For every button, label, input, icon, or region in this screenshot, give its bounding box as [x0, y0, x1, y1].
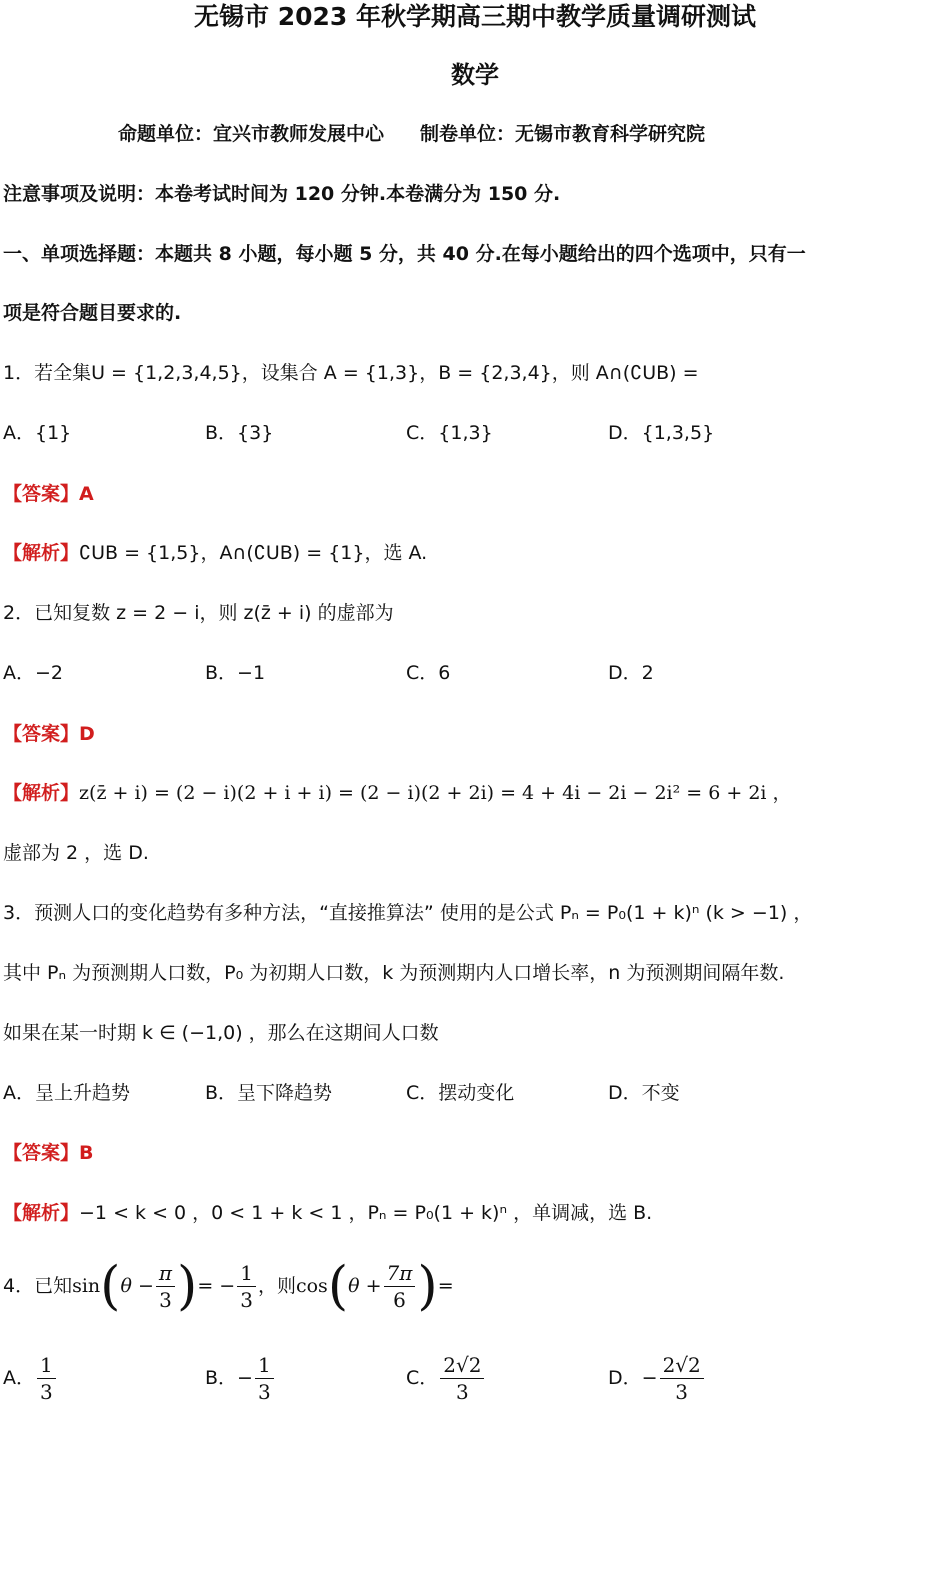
q4-option-c: [406, 1348, 486, 1408]
option-letter: C．: [406, 1367, 439, 1389]
answer-label: 【答案】: [3, 1142, 80, 1164]
denominator: 3: [456, 1380, 469, 1404]
q3-answer: [3, 1137, 94, 1169]
q2-analysis: [3, 777, 792, 809]
q1-analysis: [3, 537, 427, 569]
notice: 注意事项及说明：本卷考试时间为 120 分钟.本卷满分为 150 分.: [3, 183, 561, 205]
q4-equals-minus: = −: [197, 1275, 236, 1297]
q3-option-b: B．呈下降趋势: [205, 1082, 333, 1104]
q2-option-b: B．−1: [205, 662, 266, 684]
numerator: 2√2: [660, 1352, 704, 1379]
q1-option-c: C．{1,3}: [406, 422, 493, 444]
q4-option-a: [3, 1348, 58, 1408]
subject-title: 数学: [451, 61, 499, 89]
analysis-text: −1 < k < 0 ，0 < 1 + k < 1 ，Pₙ = P₀(1 + k)ⁿ ，单调减，选 B.: [79, 1202, 653, 1224]
numerator: 1: [37, 1352, 56, 1379]
q4-sin: sin: [72, 1275, 101, 1297]
q1-option-d: D．{1,3,5}: [608, 422, 715, 444]
right-paren: ): [417, 1256, 438, 1317]
denominator: 3: [675, 1380, 689, 1404]
q3-stem-line3: 如果在某一时期 k ∈ (−1,0) ，那么在这期间人口数: [3, 1022, 439, 1044]
answer-label: 【答案】: [3, 723, 80, 745]
fraction-1-over-3: [237, 1260, 256, 1313]
numerator: π: [156, 1260, 175, 1287]
q1-option-a: A．{1}: [3, 422, 72, 444]
option-letter: A．: [3, 1367, 35, 1389]
analysis-label: 【解析】: [3, 542, 80, 564]
denominator: 3: [257, 1380, 271, 1404]
denominator: 3: [159, 1288, 172, 1312]
q2-answer: [3, 718, 95, 750]
q3-option-c: C．摆动变化: [406, 1082, 515, 1104]
option-letter: D．−: [608, 1367, 658, 1389]
fraction-1-over-3: [37, 1352, 56, 1405]
q4-theta-plus: θ +: [348, 1275, 382, 1297]
q4-option-b: [205, 1348, 276, 1408]
q2-option-d: D．2: [608, 662, 654, 684]
q4-then: ，则: [257, 1275, 296, 1297]
unit-left: 命题单位：宜兴市教师发展中心: [118, 123, 385, 145]
answer-value: B: [79, 1142, 94, 1164]
numerator: 1: [237, 1260, 256, 1287]
q2-option-a: A．−2: [3, 662, 64, 684]
numerator: 2√2: [440, 1352, 484, 1379]
q3-analysis: [3, 1197, 652, 1229]
q4-equals: =: [437, 1275, 454, 1297]
q4-cos: cos: [295, 1275, 328, 1297]
q3-option-a: A．呈上升趋势: [3, 1082, 130, 1104]
unit-right: 制卷单位：无锡市教育科学研究院: [420, 123, 706, 145]
left-paren: (: [327, 1256, 349, 1317]
q3-stem-line2: 其中 Pₙ 为预测期人口数，P₀ 为初期人口数，k 为预测期内人口增长率，n 为预测期间隔年数.: [3, 962, 785, 984]
right-paren: ): [177, 1256, 198, 1317]
q4-option-d: [608, 1348, 706, 1408]
fraction-2root2-over-3: [440, 1352, 484, 1405]
analysis-text: z(z̄ + i) = (2 − i)(2 + i + i) = (2 − i)(2 + 2i) = 4 + 4i − 2i − 2i² = 6 + 2i ，: [79, 782, 792, 804]
answer-value: D: [79, 723, 95, 745]
units-line: [118, 118, 705, 150]
q4-stem: [3, 1252, 454, 1321]
analysis-label: 【解析】: [3, 1202, 80, 1224]
q2-option-c: C．6: [406, 662, 451, 684]
answer-value: A: [79, 483, 94, 505]
denominator: 6: [393, 1288, 406, 1312]
q2-analysis-continued: 虚部为 2 ，选 D.: [3, 842, 149, 864]
answer-label: 【答案】: [3, 483, 80, 505]
denominator: 3: [240, 1288, 253, 1312]
analysis-label: 【解析】: [3, 782, 80, 804]
q1-option-b: B．{3}: [205, 422, 274, 444]
fraction-pi-over-3: [156, 1260, 175, 1313]
numerator: 1: [255, 1352, 274, 1379]
fraction-1-over-3: [255, 1352, 274, 1405]
option-letter: B．−: [205, 1367, 253, 1389]
section1-heading-line2: 项是符合题目要求的.: [3, 302, 182, 324]
exam-title: 无锡市 2023 年秋学期高三期中教学质量调研测试: [194, 2, 756, 31]
analysis-text: ∁UB = {1,5}，A∩(∁UB) = {1}，选 A.: [79, 542, 428, 564]
q3-option-d: D．不变: [608, 1082, 680, 1104]
numerator: 7π: [384, 1260, 416, 1287]
q2-stem: 2．已知复数 z = 2 − i，则 z(z̄ + i) 的虚部为: [3, 602, 394, 624]
fraction-7pi-over-6: [384, 1260, 416, 1313]
q4-prefix: 4．已知: [3, 1275, 73, 1297]
fraction-2root2-over-3: [660, 1352, 704, 1405]
q1-answer: [3, 478, 94, 510]
left-paren: (: [100, 1256, 121, 1317]
q3-stem-line1: 3．预测人口的变化趋势有多种方法，“直接推算法” 使用的是公式 Pₙ = P₀(1 + k)ⁿ (k > −1) ，: [3, 902, 813, 924]
q1-stem: 1．若全集U = {1,2,3,4,5}，设集合 A = {1,3}，B = {2,3,4}，则 A∩(∁UB) =: [3, 362, 699, 384]
denominator: 3: [40, 1380, 53, 1404]
section1-heading-line1: 一、单项选择题：本题共 8 小题，每小题 5 分，共 40 分.在每小题给出的四个选项中，只有一: [3, 243, 806, 265]
q4-theta-minus: θ −: [120, 1275, 154, 1297]
